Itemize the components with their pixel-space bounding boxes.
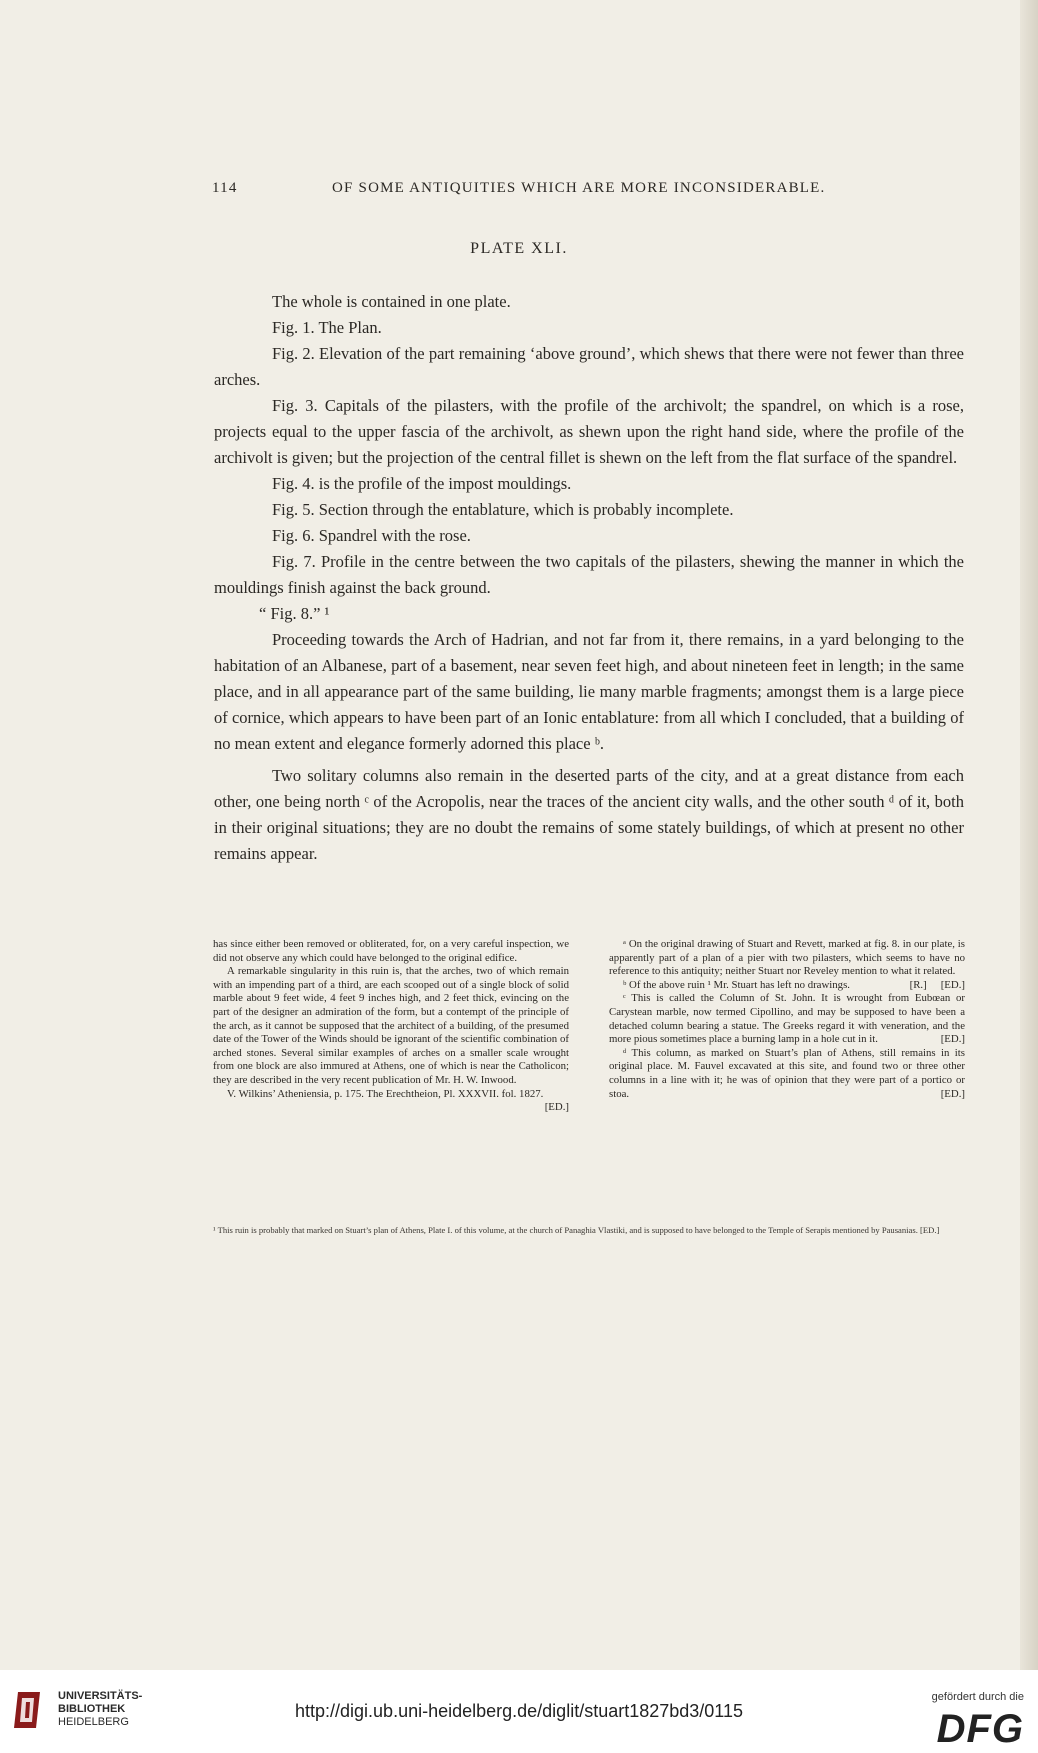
paragraph-11 xyxy=(214,763,964,867)
running-title: OF SOME ANTIQUITIES WHICH ARE MORE INCONSIDERABLE. xyxy=(332,180,826,196)
paragraph-4 xyxy=(214,393,964,471)
footnote-right-text: ᵈ This column, as marked on Stuart’s plan of Athens, still remains in its original place. M. Fauvel excavated at this site, and found two or three other columns in a line with it; he was of opinion that they were part of a portico or stoa. xyxy=(609,1046,965,1100)
page-number: 114 xyxy=(212,180,238,196)
footnote-left-3 xyxy=(213,1087,569,1114)
editor-mark: [ED.] xyxy=(544,1101,569,1114)
paragraph-text: Fig. 5. Section through the entablature, which is probably incomplete. xyxy=(272,500,734,519)
paragraph-7 xyxy=(214,523,964,549)
paragraph-text: Fig. 1. The Plan. xyxy=(272,318,382,337)
editor-mark: [ED.] xyxy=(940,978,965,991)
main-text xyxy=(214,289,964,867)
footnote-right-2 xyxy=(609,979,965,993)
footnote-right-text: ᵇ Of the above ruin ¹ Mr. Stuart has left no drawings. xyxy=(623,978,850,991)
paragraph-text: Fig. 3. Capitals of the pilasters, with the profile of the archivolt; the spandrel, on which is a rose, projects equal to the upper fascia of the archivolt, as shewn upon the right hand side, where the profile of the archivolt is given; but the projection of the central fillet is shewn on the left from the flat surface of the spandrel. xyxy=(214,396,964,467)
paragraph-3 xyxy=(214,341,964,393)
editor-mark: [R.] xyxy=(909,978,927,991)
plate-title: PLATE XLI. xyxy=(470,240,568,257)
footnotes-right-column xyxy=(609,938,965,1101)
editor-mark: [ED.] xyxy=(940,1033,965,1046)
editor-mark: [ED.] xyxy=(940,1087,965,1100)
footnote-left-text: V. Wilkins’ Atheniensia, p. 175. The Erechtheion, Pl. XXXVII. fol. 1827. xyxy=(227,1087,544,1100)
paragraph-text: Fig. 6. Spandrel with the rose. xyxy=(272,526,471,545)
library-line-2: BIBLIOTHEK xyxy=(58,1703,126,1715)
paragraph-text: Fig. 7. Profile in the centre between the two capitals of the pilasters, shewing the manner in which the mouldings finish against the back ground. xyxy=(214,552,964,597)
paragraph-10 xyxy=(214,627,964,757)
paragraph-5 xyxy=(214,471,964,497)
paragraph-text: Fig. 4. is the profile of the impost mouldings. xyxy=(272,474,572,493)
paragraph-6 xyxy=(214,497,964,523)
paragraph-text: Fig. 2. Elevation of the part remaining ‘above ground’, which shews that there were not fewer than three arches. xyxy=(214,344,964,389)
paragraph-8 xyxy=(214,549,964,601)
dfg-logo: DFG xyxy=(936,1707,1024,1751)
paragraph-text: The whole is contained in one plate. xyxy=(272,292,511,311)
funder-text: gefördert durch die xyxy=(931,1691,1024,1703)
footnote-right-text: ᶜ This is called the Column of St. John. It is wrought from Eubœan or Carystean marble, now termed Cipollino, and may be supposed to have been a detached column bearing a statue. The Greeks regard it with veneration, and the more pious sometimes place a burning lamp in a hole cut in it. xyxy=(609,992,965,1046)
permalink-url[interactable]: http://digi.ub.uni-heidelberg.de/diglit/stuart1827bd3/0115 xyxy=(295,1701,743,1721)
footnote-right-text: ᵃ On the original drawing of Stuart and Revett, marked at fig. 8. in our plate, is apparently part of a plan of a pier with two pilasters, which seems to have no reference to this antiquity; neither Stuart nor Reveley mention to what it related. xyxy=(609,938,965,978)
paragraph-text: “ Fig. 8.” ¹ xyxy=(259,604,330,623)
paragraph-2 xyxy=(214,315,964,341)
footnote-left-2 xyxy=(213,965,569,1087)
footnote-right-3 xyxy=(609,992,965,1046)
library-line-1: UNIVERSITÄTS- xyxy=(58,1690,143,1702)
footnote-right-4 xyxy=(609,1047,965,1101)
paragraph-9 xyxy=(214,601,964,627)
footnotes-left-column xyxy=(213,938,569,1115)
library-line-3: HEIDELBERG xyxy=(58,1716,129,1728)
footnote-left-text: A remarkable singularity in this ruin is, that the arches, two of which remain with an impending part of a third, are each scooped out of a single block of solid marble about 9 feet wide, 4 feet 9 inches high, and 2 feet thick, evincing on the part of the designer an admiration of the form, but a contempt of the principle of the arch, as it cannot be supposed that the architect of a building, of the presumed date of the Tower of the Winds should be ignorant of the scientific combination of arched stones. Several similar examples of arches on a smaller scale wrought from one block are also immured at Athens, one of which is near the Catholicon; they are described in the very recent publication of Mr. H. W. Inwood. xyxy=(213,965,569,1086)
footnote-left-1 xyxy=(213,938,569,965)
paragraph-1 xyxy=(214,289,964,315)
paragraph-text: Proceeding towards the Arch of Hadrian, and not far from it, there remains, in a yard belonging to the habitation of an Albanese, part of a basement, near seven feet high, and about nineteen feet in length; in the same place, and in all appearance part of the same building, lie many marble fragments; amongst them is a large piece of cornice, which appears to have been part of an Ionic entablature: from all which I concluded, that a building of no mean extent and elegance formerly adorned this place ᵇ. xyxy=(214,630,964,753)
footnote-left-text: has since either been removed or obliterated, for, on a very careful inspection, we did not observe any which could have belonged to the original edifice. xyxy=(213,938,569,964)
paragraph-text: Two solitary columns also remain in the deserted parts of the city, and at a great distance from each other, one being north ᶜ of the Acropolis, near the traces of the ancient city walls, and the other south ᵈ of it, both in their original situations; they are no doubt the remains of some stately buildings, of which at present no other remains appear. xyxy=(214,766,964,863)
bottom-footnote: ¹ This ruin is probably that marked on Stuart’s plan of Athens, Plate I. of this volume, at the church of Panaghia Vlastiki, and is supposed to have belonged to the Temple of Serapis mentioned by Pausanias. [ED.] xyxy=(213,1225,940,1235)
